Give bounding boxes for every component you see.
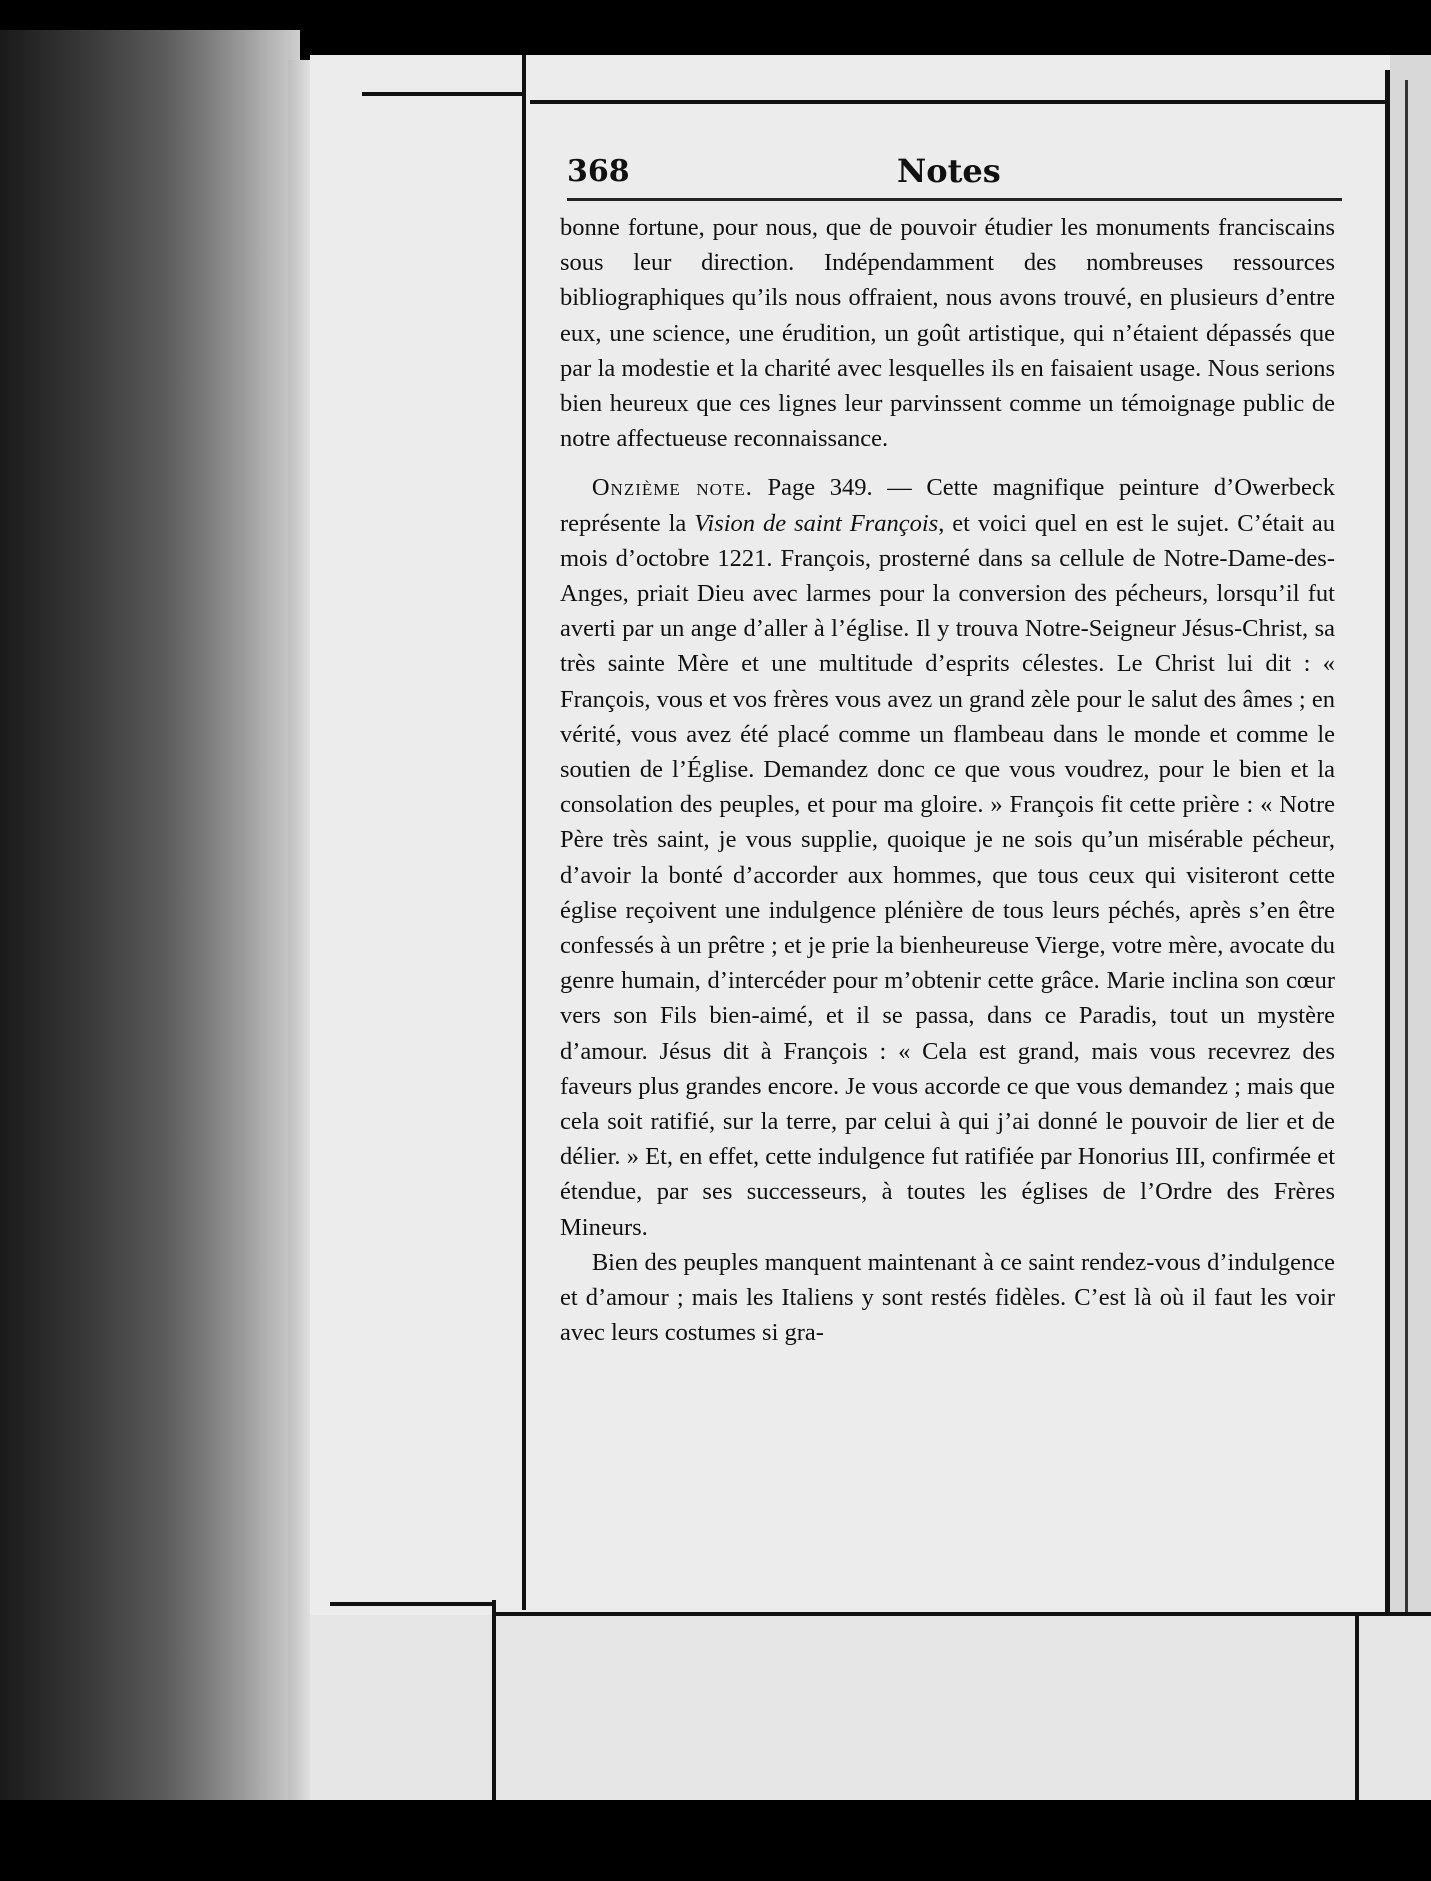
page-header bbox=[567, 148, 1342, 198]
paragraph-2 bbox=[560, 470, 1335, 1244]
frame-bottom-rule-left bbox=[330, 1602, 495, 1606]
paragraph-3: Bien des peuples manquent maintenant à ce saint rendez-vous d’indulgence et d’amour ; mais les Italiens y sont restés fidèles. C’est là où il faut les voir avec leurs costumes si gra- bbox=[560, 1248, 1335, 1347]
frame-top-rule-left bbox=[362, 92, 522, 96]
lower-margin bbox=[310, 1615, 1431, 1800]
frame-top-rule bbox=[530, 100, 1390, 104]
paragraph-2-part-b: , et voici quel en est le sujet. C’était au mois d’octobre 1221. François, prosterné dans sa cellule de Notre-Dame-des-Anges, priait Dieu avec larmes pour la conversion des pécheurs, lorsqu’il fut averti par un ange d’aller à l’église. Il y trouva Notre-Seigneur Jésus-Christ, sa très sainte Mère et une multitude d’esprits célestes. Le Christ lui dit : « François, vous et vos frères vous avez un grand zèle pour le salut des âmes ; en vérité, vous avez été placé comme un flambeau dans le monde et comme le soutien de l’Église. Demandez donc ce que vous voudrez, pour le bien et la consolation des peuples, et pour ma gloire. » François fit cette prière : « Notre Père très saint, je vous supplie, quoique je ne sois qu’un misérable pécheur, d’avoir la bonté d’accorder aux hommes, que tous ceux qui visiteront cette église reçoivent une indulgence plénière de tous leurs péchés, après s’en être confessés à un prêtre ; et je prie la bienheureuse Vierge, votre mère, avocate du genre humain, d’intercéder pour m’obtenir cette grâce. Marie inclina son cœur vers son Fils bien-aimé, et il se passa, dans ce Paradis, tout un mystère d’amour. Jésus dit à François : « Cela est grand, mais vous recevrez des faveurs plus grandes encore. Je vous accorde ce que vous demandez ; mais que cela soit ratifié, sur la terre, par celui à qui j’ai donné le pouvoir de lier et de délier. » Et, en effet, cette indulgence fut ratifiée par Honorius III, confirmée et étendue, par ses successeurs, à toutes les églises de l’Ordre des Frères Mineurs. bbox=[560, 509, 1336, 1241]
frame-lower-right-rule bbox=[1355, 1612, 1359, 1800]
paragraph-1: bonne fortune, pour nous, que de pouvoir étudier les monuments franciscains sous leur direction. Indépendamment des nombreuses ressources bibliographiques qu’ils nous offraient, nous avons trouvé, en plusieurs d’entre eux, une science, une érudition, un goût artistique, qui n’étaient dépassés que par la modestie et la charité avec lesquelles ils en faisaient usage. Nous serions bien heureux que ces lignes leur parvinssent comme un témoignage public de notre affectueuse reconnaissance. bbox=[560, 214, 1335, 453]
running-title: Notes bbox=[897, 152, 1001, 190]
frame-lower-left-rule bbox=[492, 1600, 496, 1800]
page-sheet-margin bbox=[1390, 55, 1431, 1800]
page-number: 368 bbox=[567, 154, 630, 189]
frame-far-right-rule bbox=[1405, 80, 1408, 1800]
frame-bottom-rule bbox=[495, 1612, 1431, 1616]
artwork-title: Vision de saint François bbox=[694, 509, 939, 537]
header-rule bbox=[567, 198, 1342, 201]
frame-right-rule bbox=[1385, 70, 1390, 1615]
page-body bbox=[560, 210, 1335, 1351]
note-label: Onzième note. bbox=[591, 474, 753, 502]
scan-bottom-border bbox=[0, 1800, 1431, 1881]
book-spine-shadow bbox=[0, 30, 300, 1800]
paragraph-2-part-a: Page 349. — Cette magnifique peinture d’Owerbeck représente la bbox=[560, 474, 1335, 537]
frame-left-rule bbox=[522, 55, 526, 1610]
